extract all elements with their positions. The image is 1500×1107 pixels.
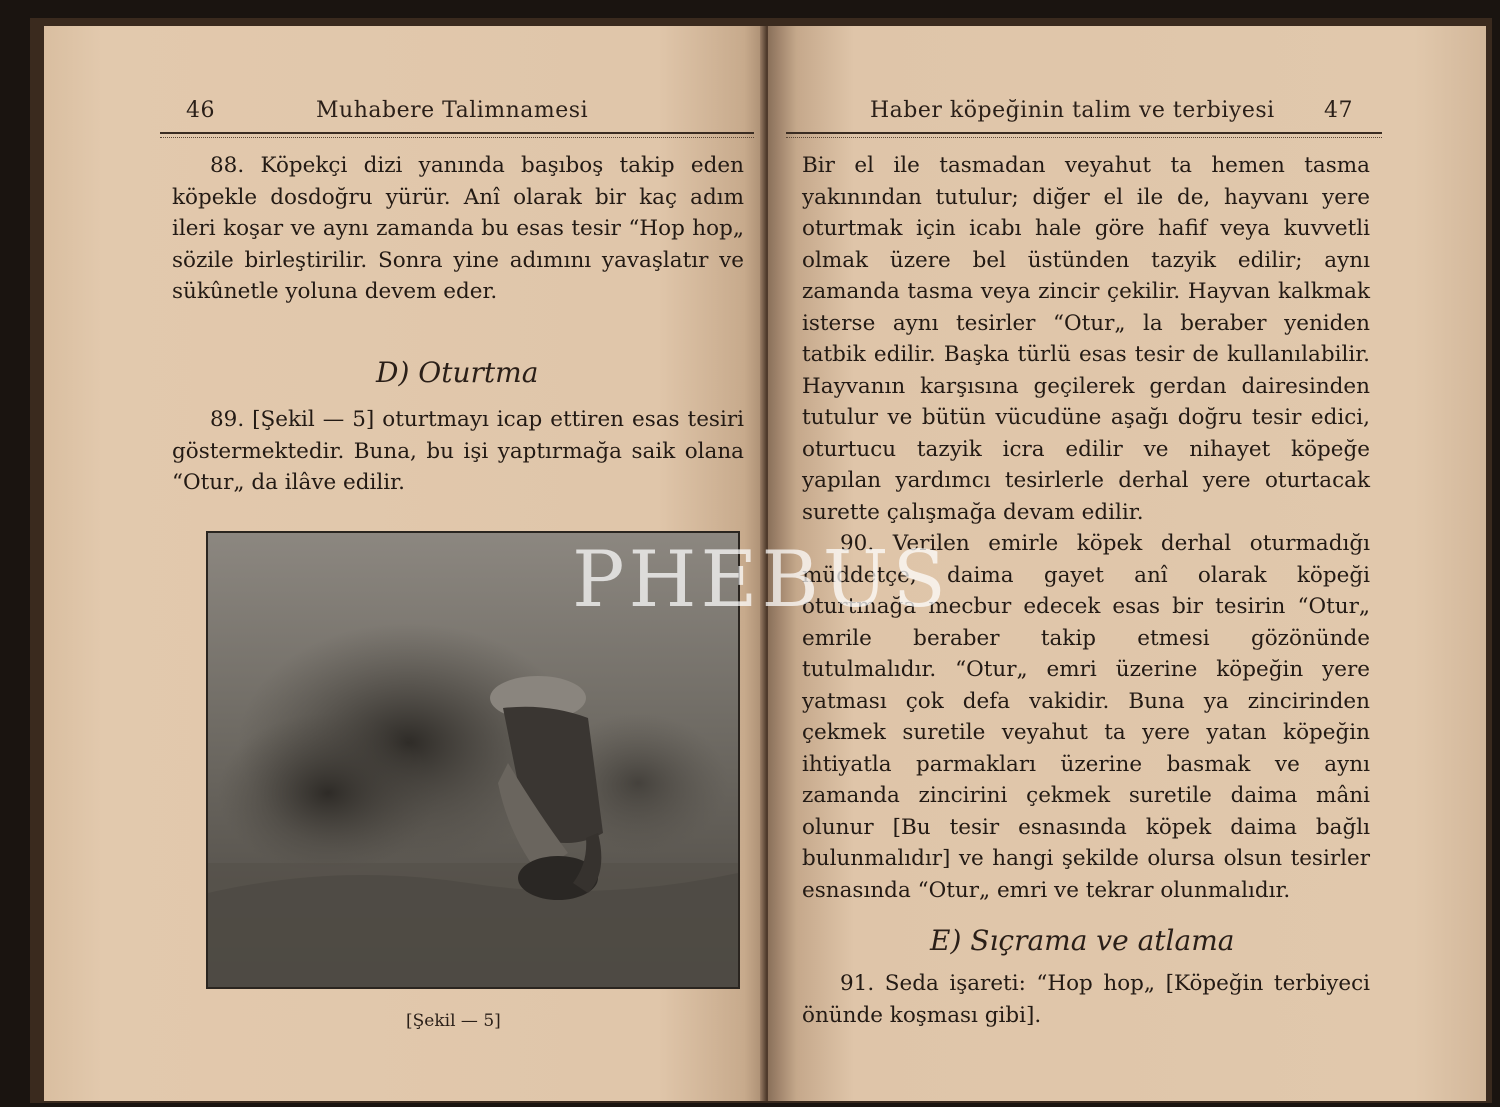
right-text-block xyxy=(802,150,1370,906)
paragraph-89: 89. [Şekil — 5] oturtmayı icap ettiren esas tesiri göstermektedir. Buna, bu işi yaptırmağa saik olana “Otur„ da ilâve edilir. xyxy=(172,407,744,495)
figure-caption: [Şekil — 5] xyxy=(406,1011,501,1031)
paragraph-91: 91. Seda işareti: “Hop hop„ [Köpeğin terbiyeci önünde koşması gibi]. xyxy=(802,971,1370,1028)
watermark-text: PHEBUS xyxy=(572,535,950,625)
section-heading-d: D) Oturtma xyxy=(376,356,539,389)
right-text-block-2 xyxy=(802,968,1370,1031)
page-number-left: 46 xyxy=(186,98,215,123)
paragraph-88: 88. Köpekçi dizi yanında başıboş takip eden köpekle dosdoğru yürür. Anî olarak bir kaç adım ileri koşar ve aynı zamanda bu esas tesir “Hop hop„ sözile birleştirilir. Sonra yine adımını yavaşlatır ve sükûnetle yoluna devem eder. xyxy=(172,153,744,304)
paragraph-90: 90. Verilen emirle köpek derhal oturmadığı müddetçe, daima gayet anî olarak köpeği oturtmağa mecbur edecek esas bir tesirin “Otur„ emrile beraber takip etmesi gözönünde tutulmalıdır. “Otur„ emri üzerine köpeğin yere yatması çok defa vakidir. Buna ya zincirinden çekmek suretile veyahut ta yere yatan köpeğin ihtiyatla parmakları üzerine basmak ve aynı zamanda zincirini çekmek suretile daima mâni olunur [Bu tesir esnasında köpek daima bağlı bulunmalıdır] ve hangi şekilde olursa olsun tesirler esnasında “Otur„ emri ve tekrar olunmalıdır. xyxy=(802,531,1370,903)
section-heading-e: E) Sıçrama ve atlama xyxy=(930,924,1235,957)
running-title-left: Muhabere Talimnamesi xyxy=(316,98,589,123)
paragraph-continued: Bir el ile tasmadan veyahut ta hemen tasma yakınından tutulur; diğer el ile de, hayvanı yere oturtmak için icabı hale göre hafif veya kuvvetli olmak üzere bel üstünden tazyik edilir; aynı zamanda tasma veya zincir çekilir. Hayvan kalkmak isterse aynı tesirler “Otur„ la beraber yeniden tatbik edilir. Başka türlü esas tesir de kullanılabilir. Hayvanın karşısına geçilerek gerdan dairesinden tutulur ve bütün vücudüne aşağı doğru tesir edici, oturtucu tazyik icra edilir ve nihayet köpeğe yapılan yardımcı tesirlerle derhal yere oturtacak surette çalışmağa devam edilir. xyxy=(802,153,1370,525)
left-text-block-2 xyxy=(172,404,744,499)
header-rule-left xyxy=(160,132,754,134)
header-rule-right xyxy=(786,132,1382,134)
page-number-right: 47 xyxy=(1324,98,1353,123)
left-text-block xyxy=(172,150,744,308)
running-title-right: Haber köpeğinin talim ve terbiyesi xyxy=(870,98,1275,123)
